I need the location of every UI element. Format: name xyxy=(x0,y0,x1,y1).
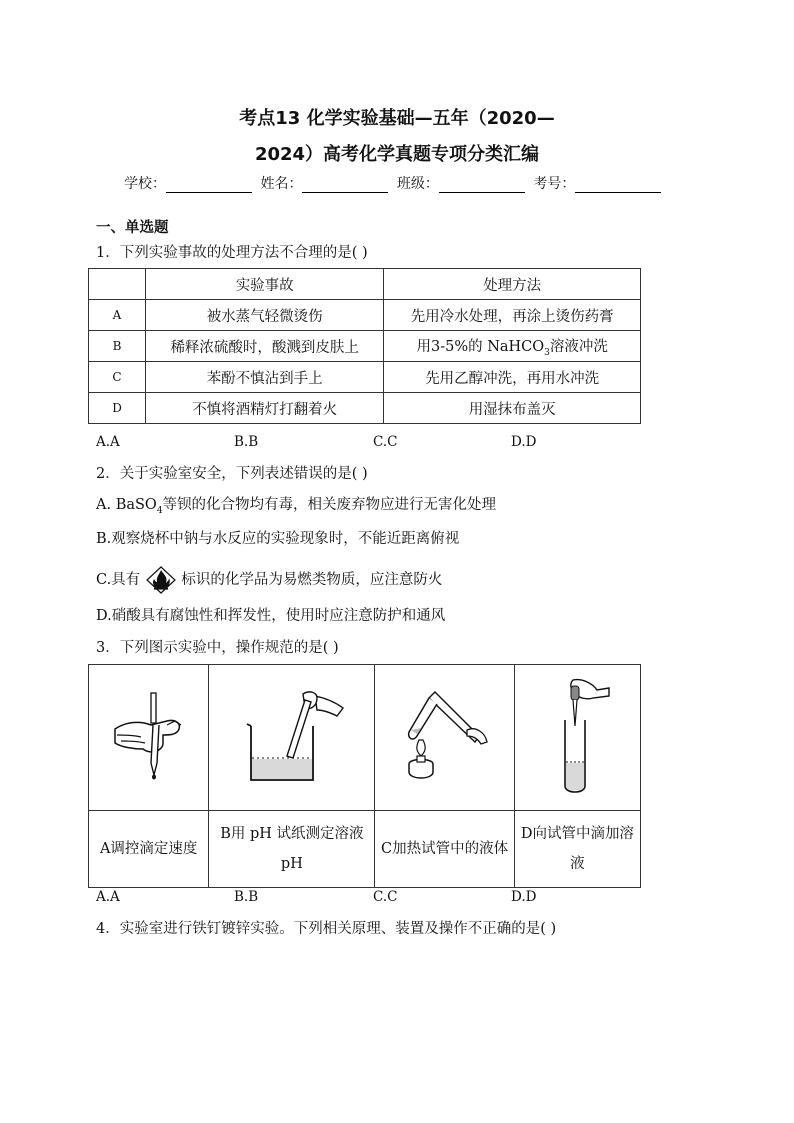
q1-option-c[interactable]: C.C xyxy=(373,434,398,450)
figure-a-cell xyxy=(89,665,209,811)
method-cell: 用湿抹布盖灭 xyxy=(384,393,641,424)
accident-cell: 苯酚不慎沾到手上 xyxy=(146,362,384,393)
table-row xyxy=(89,362,641,393)
row-label: B xyxy=(89,331,146,362)
q2-stem: 2．关于实验室安全，下列表述错误的是( ) xyxy=(96,466,368,482)
method-cell: 先用乙醇冲洗，再用水冲洗 xyxy=(384,362,641,393)
q3-option-b[interactable]: B.B xyxy=(234,889,259,905)
figure-c-cell xyxy=(375,665,514,811)
method-text: 溶液冲洗 xyxy=(549,338,608,355)
q3-option-d[interactable]: D.D xyxy=(511,889,537,905)
table-row xyxy=(89,300,641,331)
row-label: C xyxy=(89,362,146,393)
q2-option-d[interactable]: D.硝酸具有腐蚀性和挥发性，使用时应注意防护和通风 xyxy=(96,608,446,624)
q2-option-c[interactable] xyxy=(96,565,442,595)
q4-stem: 4．实验室进行铁钉镀锌实验。下列相关原理、装置及操作不正确的是( ) xyxy=(96,921,557,937)
row-label: D xyxy=(89,393,146,424)
figure-b-caption: B用 pH 试纸测定溶液 pH xyxy=(209,811,375,888)
table-row xyxy=(89,331,641,362)
table-header-accident: 实验事故 xyxy=(146,269,384,300)
subscript: 3 xyxy=(544,347,550,358)
q3-option-c[interactable]: C.C xyxy=(373,889,398,905)
school-blank[interactable] xyxy=(166,178,252,193)
caption-row xyxy=(89,811,641,888)
accident-cell: 不慎将酒精灯打翻着火 xyxy=(146,393,384,424)
table-cell-empty xyxy=(89,269,146,300)
q1-option-d[interactable]: D.D xyxy=(511,434,537,450)
figure-row xyxy=(89,665,641,811)
q1-option-a[interactable]: A.A xyxy=(96,434,120,450)
exam-no-blank[interactable] xyxy=(575,178,661,193)
table-header-method: 处理方法 xyxy=(384,269,641,300)
method-text: 用3-5%的 NaHCO xyxy=(416,338,545,355)
method-cell: 先用冷水处理，再涂上烫伤药膏 xyxy=(384,300,641,331)
figure-d-cell xyxy=(514,665,640,811)
option-text: 标识的化学品为易燃类物质，应注意防火 xyxy=(181,572,443,588)
table-header-row xyxy=(89,269,641,300)
q2-option-b[interactable]: B.观察烧杯中钠与水反应的实验现象时，不能近距离俯视 xyxy=(96,531,460,547)
figure-b-cell xyxy=(209,665,375,811)
option-text: A. BaSO xyxy=(96,497,157,513)
titration-hand-illustration xyxy=(107,691,191,781)
table-row xyxy=(89,393,641,424)
student-info-row xyxy=(124,173,665,193)
q1-option-b[interactable]: B.B xyxy=(234,434,259,450)
q3-option-a[interactable]: A.A xyxy=(96,889,120,905)
dropper-test-tube-illustration xyxy=(537,676,617,796)
heating-test-tube-illustration xyxy=(395,686,495,786)
q3-figure-table xyxy=(88,664,641,888)
option-text: 等钡的化合物均有毒，相关废弃物应进行无害化处理 xyxy=(162,497,497,513)
ph-paper-beaker-illustration xyxy=(237,686,347,786)
class-blank[interactable] xyxy=(439,178,525,193)
doc-title-line2: 2024）高考化学真题专项分类汇编 xyxy=(254,144,540,165)
q2-option-a[interactable] xyxy=(96,493,496,516)
accident-cell: 被水蒸气轻微烫伤 xyxy=(146,300,384,331)
subscript: 4 xyxy=(156,505,163,516)
section-heading-single-choice: 一、单选题 xyxy=(96,220,169,236)
method-cell xyxy=(384,331,641,362)
name-blank[interactable] xyxy=(302,178,388,193)
q1-stem: 1．下列实验事故的处理方法不合理的是( ) xyxy=(96,245,368,261)
figure-c-caption: C加热试管中的液体 xyxy=(375,811,514,888)
q1-table xyxy=(88,268,641,424)
flammable-hazard-icon xyxy=(145,565,177,595)
figure-d-caption: D向试管中滴加溶液 xyxy=(514,811,640,888)
accident-cell: 稀释浓硫酸时，酸溅到皮肤上 xyxy=(146,331,384,362)
exam-no-label: 考号： xyxy=(533,176,576,192)
school-label: 学校： xyxy=(124,176,166,192)
class-label: 班级： xyxy=(396,176,439,192)
doc-title-line1: 考点13 化学实验基础—五年（2020— xyxy=(239,108,555,129)
figure-a-caption: A调控滴定速度 xyxy=(89,811,209,888)
option-text: C.具有 xyxy=(96,572,141,588)
q3-stem: 3．下列图示实验中，操作规范的是( ) xyxy=(96,640,339,656)
row-label: A xyxy=(89,300,146,331)
name-label: 姓名： xyxy=(260,176,303,192)
